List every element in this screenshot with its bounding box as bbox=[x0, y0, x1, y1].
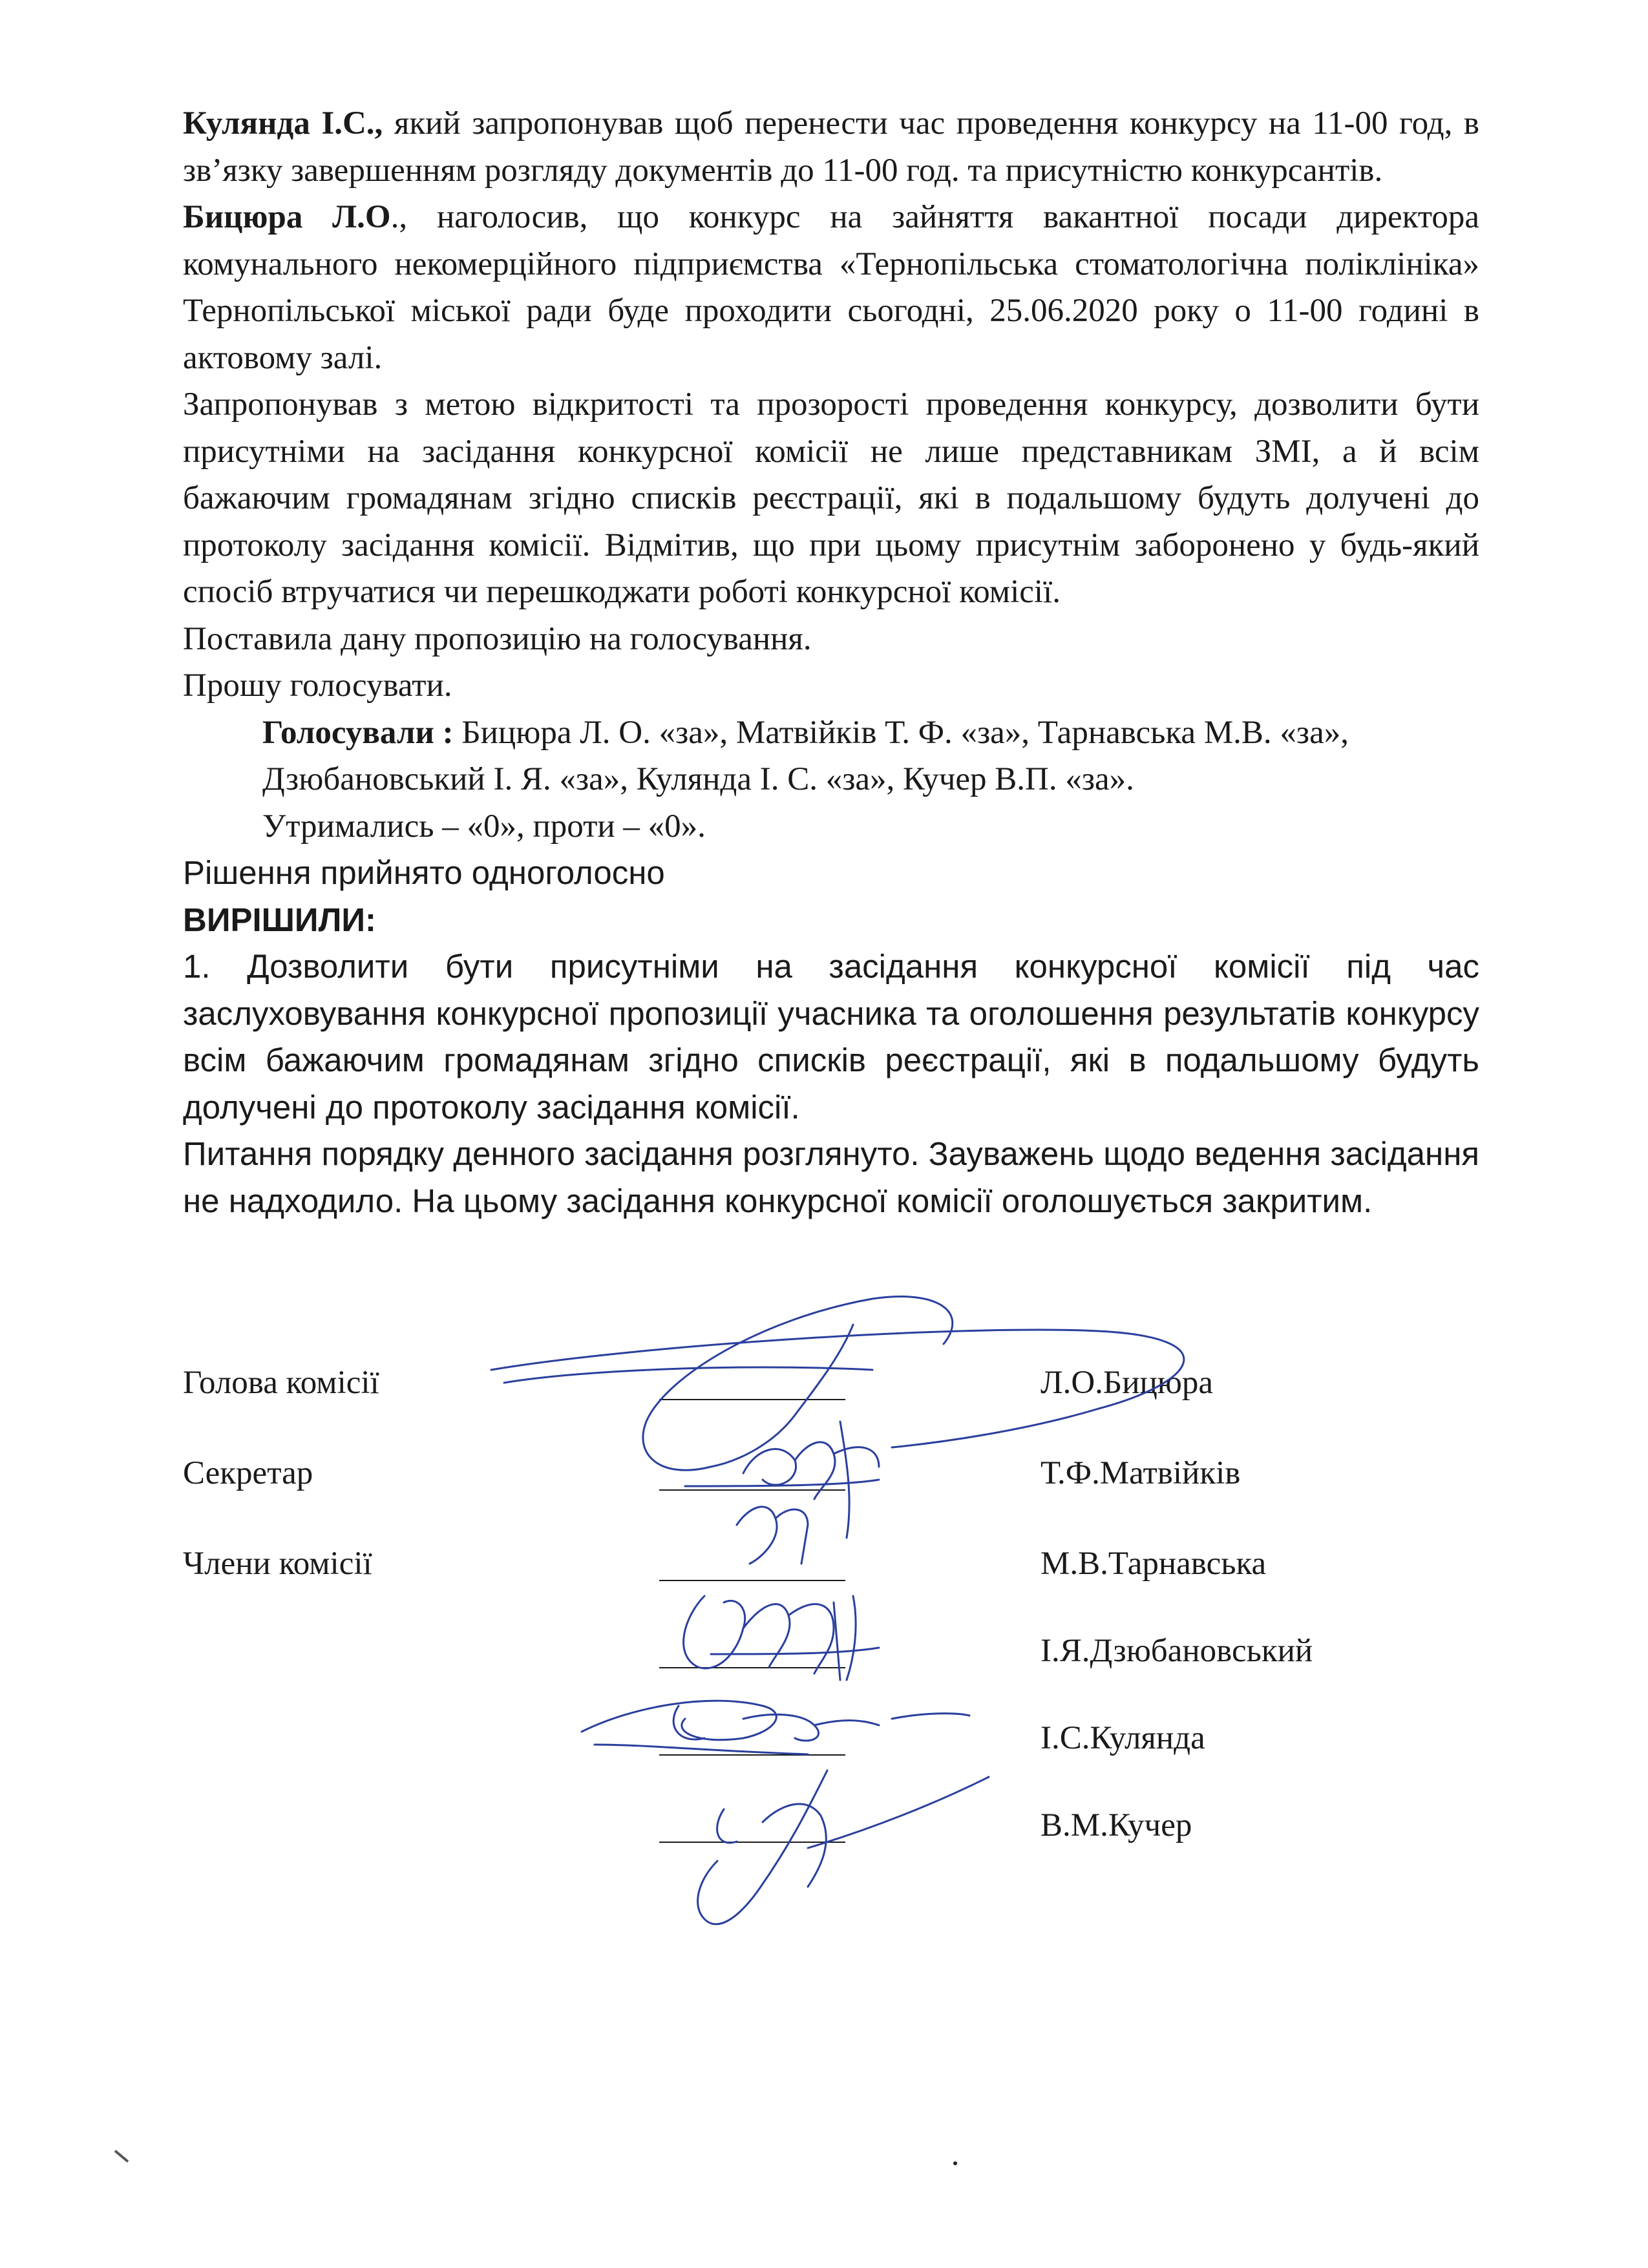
signature-line bbox=[659, 1842, 845, 1843]
signature-line bbox=[659, 1489, 845, 1491]
members-label: Члени комісії bbox=[183, 1546, 372, 1582]
secretary-label: Секретар bbox=[183, 1455, 313, 1491]
signature-line bbox=[659, 1754, 845, 1756]
paragraph-bytsiura: Бицюра Л.О., наголосив, що конкурс на зайняття вакантної посади директора комунального некомерційного підприємства «Тернопільська стоматологічна поліклініка» Тернопільської міської ради буде проходити сьогодні, 25.06.2020 року о 11-00 годині в актовому залі. bbox=[183, 199, 1479, 376]
paragraph-voting: Голосували : Бицюра Л. О. «за», Матвійків Т. Ф. «за», Тарнавська М.В. «за», Дзюбановський І. Я. «за», Кулянда І. С. «за», Кучер В.П. «за». bbox=[262, 714, 1349, 797]
signature-line bbox=[659, 1399, 845, 1400]
signer-name: Л.О.Бицюра bbox=[1041, 1365, 1214, 1401]
signature-line bbox=[659, 1580, 845, 1581]
speaker-name: Бицюра Л.О bbox=[183, 199, 391, 235]
signer-name: В.М.Кучер bbox=[1041, 1807, 1192, 1843]
signature-member-2 bbox=[582, 1701, 969, 1754]
paragraph-abstained: Утримались – «0», проти – «0». bbox=[262, 808, 706, 845]
signer-name: М.В.Тарнавська bbox=[1041, 1546, 1267, 1582]
speaker-name: Кулянда І.С., bbox=[183, 105, 383, 142]
signer-name: І.Я.Дзюбановський bbox=[1041, 1633, 1313, 1669]
resolved-heading: ВИРІШИЛИ: bbox=[183, 901, 377, 938]
signature-secretary bbox=[685, 1422, 879, 1564]
signature-member-3 bbox=[698, 1770, 989, 1924]
paragraph-proposal: Запропонував з метою відкритості та прозорості проведення конкурсу, дозволити бути присутніми на засідання конкурсної комісії не лише представникам ЗМІ, а й всім бажаючим громадянам згідно списків реєстрації, які в подальшому будуть долучені до протоколу засідання комісії. Відмітив, що при цьому присутнім заборонено у будь-який спосіб втручатися чи перешкоджати роботі конкурсної комісії. bbox=[183, 386, 1479, 610]
chair-label: Голова комісії bbox=[183, 1365, 379, 1401]
paragraph-kulianda: Кулянда І.С., який запропонував щоб перенести час проведення конкурсу на 11-00 год, в зв’язку завершенням розгляду документів до 11-00 год. та присутністю конкурсантів. bbox=[183, 105, 1480, 189]
scan-speck bbox=[114, 2150, 129, 2163]
protocol-body bbox=[183, 100, 1479, 1224]
paragraph-decision: Рішення прийнято одноголосно bbox=[183, 854, 665, 891]
resolution-item-1: 1. Дозволити бути присутніми на засідання конкурсної комісії під час заслуховування конкурсної пропозиції учасника та оголошення результатів конкурсу всім бажаючим громадянам згідно списків реєстрації, які в подальшому будуть долучені до протоколу засідання комісії. bbox=[183, 948, 1479, 1126]
scan-speck bbox=[953, 2161, 957, 2165]
signer-name: Т.Ф.Матвійків bbox=[1041, 1455, 1241, 1491]
paragraph-please-vote: Прошу голосувати. bbox=[183, 667, 452, 704]
paragraph-put-to-vote: Поставила дану пропозицію на голосування. bbox=[183, 620, 812, 657]
signature-line bbox=[659, 1667, 845, 1668]
signer-name: І.С.Кулянда bbox=[1041, 1720, 1205, 1756]
voting-label: Голосували : bbox=[262, 714, 454, 751]
closing-paragraph: Питання порядку денного засідання розглянуто. Зауважень щодо ведення засідання не надходило. На цьому засідання конкурсної комісії оголошується закритим. bbox=[183, 1135, 1479, 1219]
